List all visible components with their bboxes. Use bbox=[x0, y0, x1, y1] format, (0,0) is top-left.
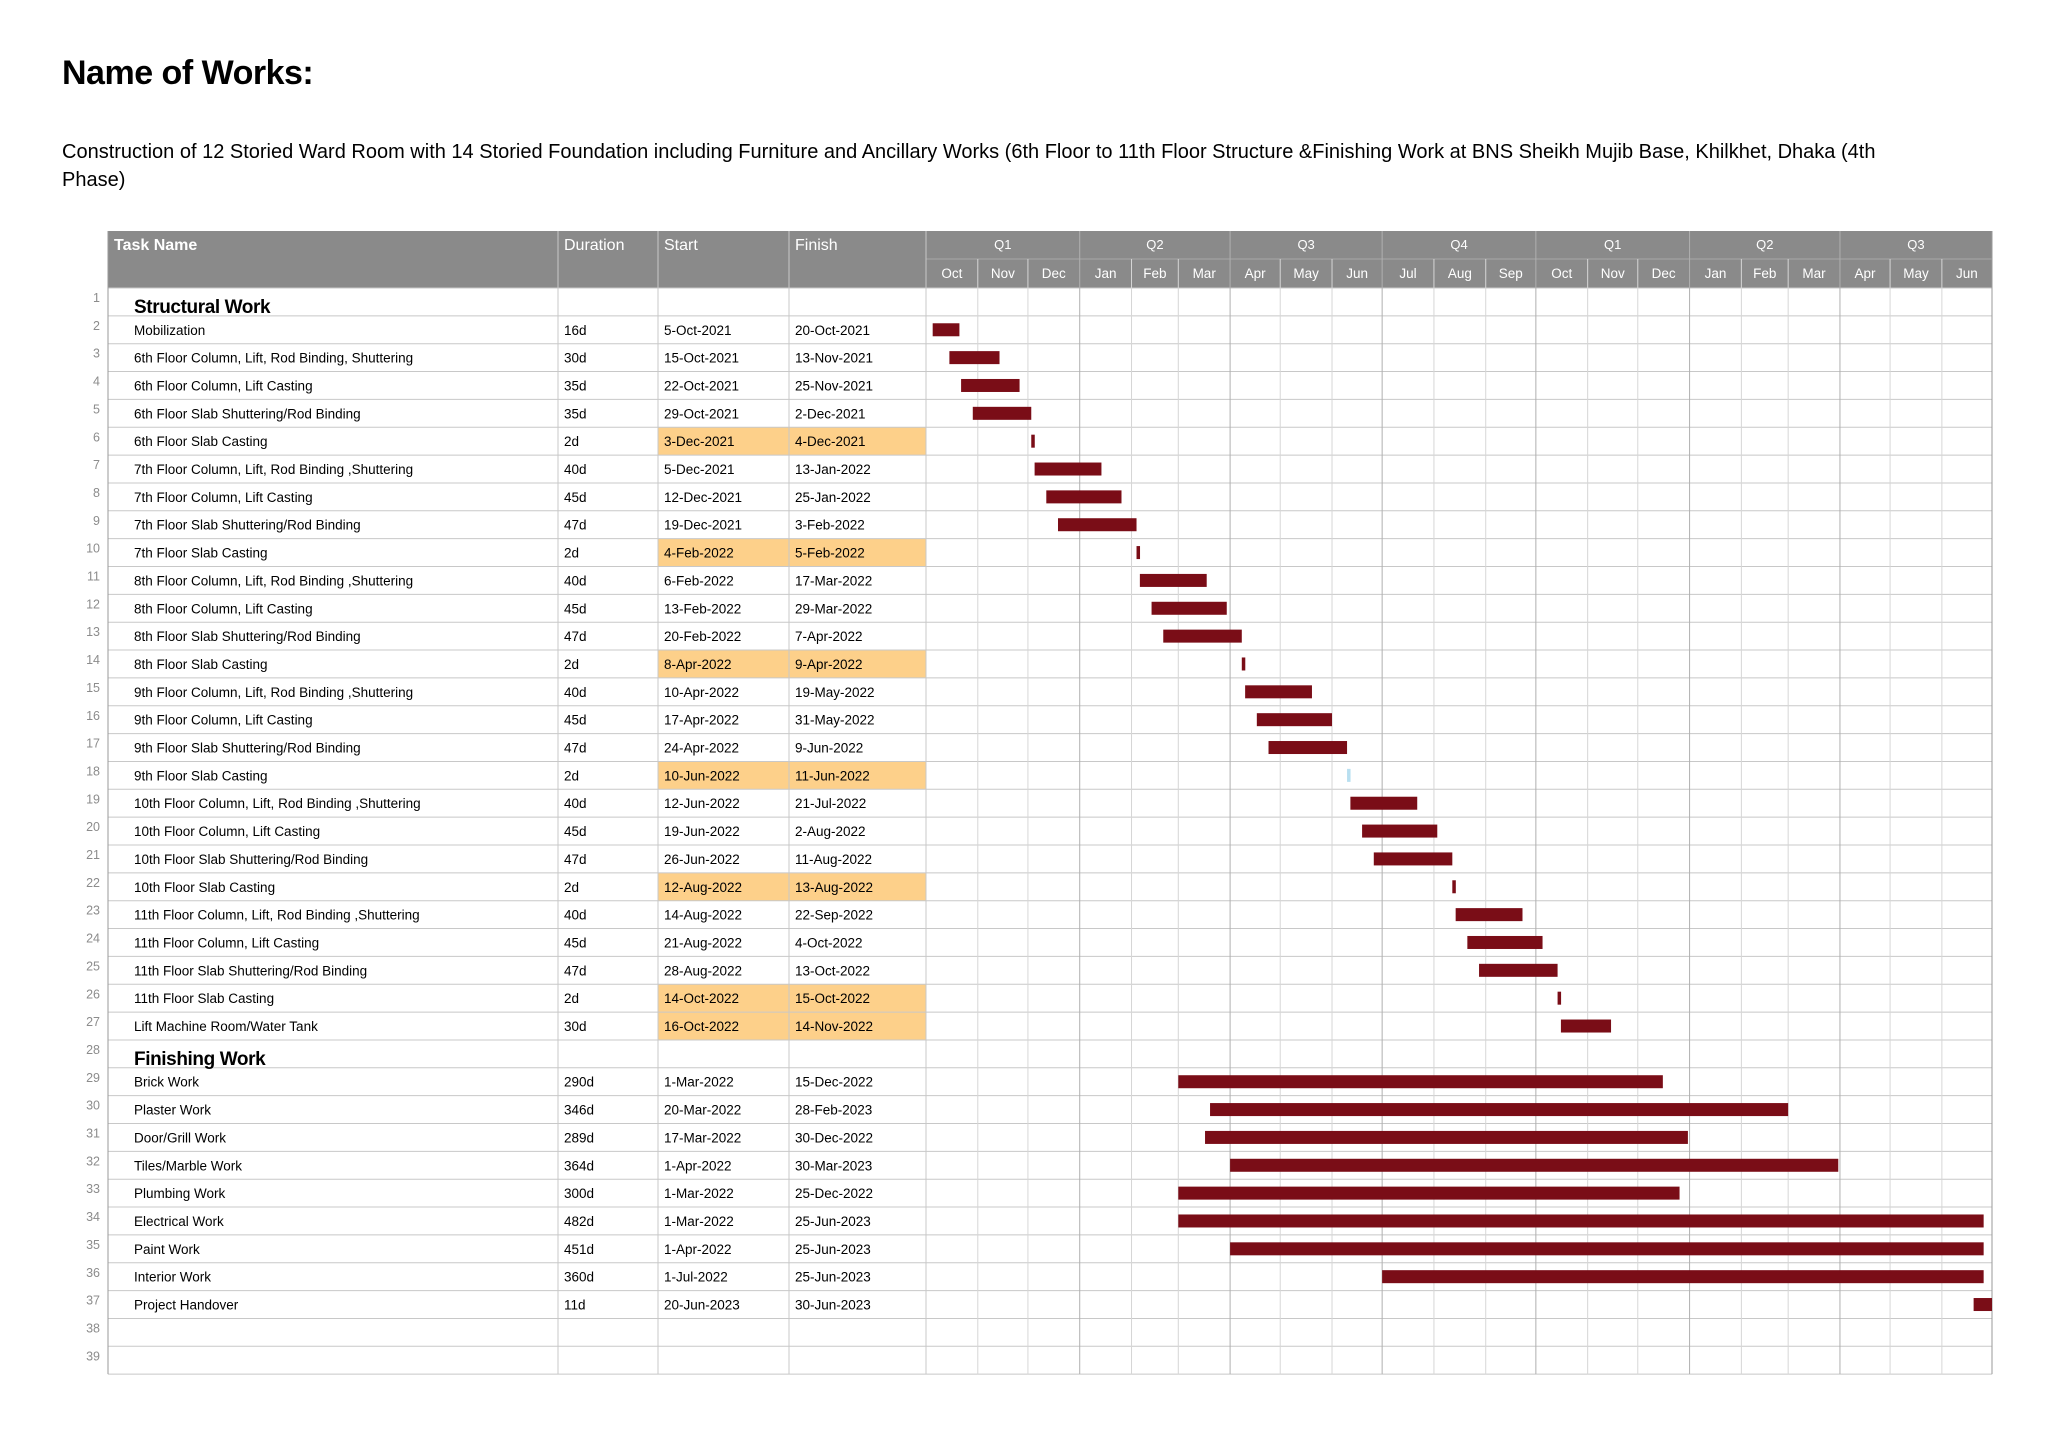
month-label: Dec bbox=[1041, 266, 1066, 281]
month-label: Dec bbox=[1651, 266, 1676, 281]
task-start: 20-Mar-2022 bbox=[664, 1102, 742, 1118]
gantt-bar bbox=[1178, 1187, 1679, 1200]
task-name: Tiles/Marble Work bbox=[134, 1158, 243, 1174]
month-label: Nov bbox=[1600, 266, 1625, 281]
task-finish: 22-Sep-2022 bbox=[795, 907, 874, 923]
task-start: 12-Dec-2021 bbox=[664, 489, 743, 505]
row-number: 7 bbox=[93, 458, 100, 473]
task-finish: 25-Jun-2023 bbox=[795, 1213, 871, 1229]
header-task-name: Task Name bbox=[114, 237, 198, 254]
task-finish: 17-Mar-2022 bbox=[795, 573, 873, 589]
task-name: 9th Floor Slab Shuttering/Rod Binding bbox=[134, 740, 361, 756]
row-number: 2 bbox=[93, 318, 100, 333]
gantt-bar bbox=[961, 379, 1019, 392]
task-duration: 45d bbox=[564, 824, 587, 840]
task-finish: 2-Dec-2021 bbox=[795, 406, 866, 422]
task-finish: 2-Aug-2022 bbox=[795, 824, 866, 840]
month-label: Jan bbox=[1094, 266, 1117, 281]
task-name: Plumbing Work bbox=[134, 1186, 226, 1202]
task-name: 11th Floor Column, Lift Casting bbox=[134, 935, 320, 951]
task-finish: 4-Oct-2022 bbox=[795, 935, 863, 951]
task-duration: 40d bbox=[564, 462, 587, 478]
task-name: 9th Floor Column, Lift Casting bbox=[134, 712, 313, 728]
gantt-bar bbox=[1269, 741, 1348, 754]
row-number: 33 bbox=[86, 1182, 100, 1197]
task-duration: 2d bbox=[564, 879, 580, 895]
month-label: Jul bbox=[1399, 266, 1417, 281]
month-label: Feb bbox=[1143, 266, 1167, 281]
task-name: 10th Floor Slab Casting bbox=[134, 879, 276, 895]
task-start: 12-Jun-2022 bbox=[664, 796, 740, 812]
task-name: 6th Floor Column, Lift, Rod Binding, Shuttering bbox=[134, 350, 414, 366]
task-name: 6th Floor Column, Lift Casting bbox=[134, 378, 313, 394]
row-number: 8 bbox=[93, 485, 100, 500]
row-number: 1 bbox=[93, 291, 100, 305]
task-duration: 364d bbox=[564, 1158, 595, 1174]
task-name: Mobilization bbox=[134, 322, 206, 338]
row-number: 23 bbox=[86, 903, 100, 918]
month-label: Apr bbox=[1244, 266, 1266, 281]
task-start: 1-Apr-2022 bbox=[664, 1158, 732, 1174]
task-name: Plaster Work bbox=[134, 1102, 212, 1118]
row-number: 5 bbox=[93, 402, 100, 417]
task-start: 19-Jun-2022 bbox=[664, 824, 740, 840]
task-duration: 45d bbox=[564, 712, 587, 728]
month-label: Jun bbox=[1956, 266, 1978, 281]
task-duration: 40d bbox=[564, 573, 587, 589]
quarter-label: Q1 bbox=[1604, 237, 1622, 252]
row-number: 25 bbox=[86, 959, 100, 974]
row-number: 37 bbox=[86, 1293, 100, 1308]
task-name: Lift Machine Room/Water Tank bbox=[134, 1019, 318, 1035]
task-start: 1-Mar-2022 bbox=[664, 1186, 734, 1202]
gantt-bar bbox=[1374, 852, 1453, 865]
month-label: Aug bbox=[1447, 266, 1472, 281]
task-name: Electrical Work bbox=[134, 1213, 224, 1229]
task-start: 10-Jun-2022 bbox=[664, 768, 740, 784]
task-finish: 25-Nov-2021 bbox=[795, 378, 874, 394]
gantt-bar bbox=[1058, 518, 1137, 531]
gantt-bar bbox=[1178, 1214, 1983, 1227]
task-duration: 47d bbox=[564, 629, 587, 645]
month-label: Nov bbox=[990, 266, 1015, 281]
gantt-bar bbox=[1561, 1020, 1611, 1033]
task-name: 6th Floor Slab Casting bbox=[134, 434, 268, 450]
row-number: 21 bbox=[86, 848, 100, 862]
task-finish: 15-Oct-2022 bbox=[795, 991, 871, 1007]
gantt-bar bbox=[973, 407, 1031, 420]
task-finish: 28-Feb-2023 bbox=[795, 1102, 873, 1118]
task-finish: 19-May-2022 bbox=[795, 684, 875, 700]
task-duration: 2d bbox=[564, 768, 580, 784]
task-finish: 30-Mar-2023 bbox=[795, 1158, 873, 1174]
task-start: 20-Jun-2023 bbox=[664, 1297, 740, 1313]
quarter-label: Q2 bbox=[1756, 237, 1774, 252]
task-finish: 4-Dec-2021 bbox=[795, 434, 866, 450]
task-duration: 40d bbox=[564, 796, 587, 812]
row-number: 13 bbox=[86, 625, 100, 640]
row-number: 4 bbox=[93, 374, 100, 389]
row-number: 9 bbox=[93, 513, 100, 528]
task-finish: 25-Dec-2022 bbox=[795, 1186, 874, 1202]
task-duration: 289d bbox=[564, 1130, 595, 1146]
gantt-bar bbox=[1347, 769, 1351, 782]
task-finish: 14-Nov-2022 bbox=[795, 1019, 874, 1035]
month-label: Sep bbox=[1498, 266, 1523, 281]
row-number: 10 bbox=[86, 541, 100, 556]
month-label: Apr bbox=[1854, 266, 1876, 281]
task-finish: 3-Feb-2022 bbox=[795, 517, 865, 533]
task-start: 17-Apr-2022 bbox=[664, 712, 740, 728]
month-label: Oct bbox=[941, 266, 963, 281]
month-label: May bbox=[1903, 266, 1929, 281]
gantt-bar bbox=[1467, 936, 1542, 949]
row-number: 29 bbox=[86, 1070, 100, 1085]
task-finish: 9-Apr-2022 bbox=[795, 656, 863, 672]
task-start: 1-Apr-2022 bbox=[664, 1241, 732, 1257]
task-start: 26-Jun-2022 bbox=[664, 851, 740, 867]
task-name: 11th Floor Slab Casting bbox=[134, 991, 275, 1007]
task-start: 19-Dec-2021 bbox=[664, 517, 743, 533]
month-label: Jun bbox=[1346, 266, 1368, 281]
gantt-bar bbox=[949, 351, 999, 364]
task-name: 10th Floor Slab Shuttering/Rod Binding bbox=[134, 851, 369, 867]
gantt-bar bbox=[1362, 825, 1437, 838]
row-number: 20 bbox=[86, 820, 100, 835]
task-finish: 25-Jun-2023 bbox=[795, 1269, 871, 1285]
month-label: Mar bbox=[1192, 266, 1216, 281]
task-duration: 40d bbox=[564, 907, 587, 923]
task-start: 10-Apr-2022 bbox=[664, 684, 740, 700]
row-number: 26 bbox=[86, 987, 100, 1002]
row-number: 15 bbox=[86, 680, 100, 695]
task-finish: 13-Nov-2021 bbox=[795, 350, 874, 366]
task-start: 14-Aug-2022 bbox=[664, 907, 743, 923]
gantt-bar bbox=[1035, 463, 1102, 476]
task-duration: 35d bbox=[564, 406, 587, 422]
section-title: Structural Work bbox=[134, 297, 271, 318]
task-name: 8th Floor Column, Lift, Rod Binding ,Shuttering bbox=[134, 573, 414, 589]
gantt-bar bbox=[1137, 546, 1141, 559]
task-duration: 2d bbox=[564, 434, 580, 450]
task-name: 6th Floor Slab Shuttering/Rod Binding bbox=[134, 406, 361, 422]
task-duration: 482d bbox=[564, 1213, 595, 1229]
row-number: 30 bbox=[86, 1098, 100, 1113]
task-finish: 30-Jun-2023 bbox=[795, 1297, 871, 1313]
month-label: Feb bbox=[1753, 266, 1777, 281]
task-duration: 30d bbox=[564, 350, 587, 366]
gantt-bar bbox=[1178, 1075, 1663, 1088]
task-duration: 2d bbox=[564, 991, 580, 1007]
gantt-bar bbox=[1046, 490, 1121, 503]
task-name: 8th Floor Slab Casting bbox=[134, 656, 268, 672]
task-duration: 451d bbox=[564, 1241, 595, 1257]
row-number: 11 bbox=[87, 569, 100, 584]
task-start: 28-Aug-2022 bbox=[664, 963, 743, 979]
gantt-bar bbox=[1382, 1270, 1984, 1283]
task-start: 12-Aug-2022 bbox=[664, 879, 743, 895]
task-start: 22-Oct-2021 bbox=[664, 378, 740, 394]
task-finish: 31-May-2022 bbox=[795, 712, 875, 728]
task-start: 5-Dec-2021 bbox=[664, 462, 735, 478]
month-label: Oct bbox=[1551, 266, 1573, 281]
task-finish: 29-Mar-2022 bbox=[795, 601, 873, 617]
task-duration: 35d bbox=[564, 378, 587, 394]
gantt-bar bbox=[1350, 797, 1417, 810]
task-start: 29-Oct-2021 bbox=[664, 406, 740, 422]
task-finish: 20-Oct-2021 bbox=[795, 322, 871, 338]
task-duration: 45d bbox=[564, 601, 587, 617]
row-number: 3 bbox=[93, 346, 100, 361]
row-number: 34 bbox=[86, 1210, 100, 1225]
task-duration: 300d bbox=[564, 1186, 595, 1202]
task-duration: 2d bbox=[564, 545, 580, 561]
task-start: 1-Mar-2022 bbox=[664, 1213, 734, 1229]
task-duration: 45d bbox=[564, 489, 587, 505]
quarter-label: Q3 bbox=[1907, 237, 1925, 252]
task-start: 1-Jul-2022 bbox=[664, 1269, 728, 1285]
task-duration: 346d bbox=[564, 1102, 595, 1118]
row-number: 27 bbox=[86, 1015, 100, 1030]
task-duration: 16d bbox=[564, 322, 587, 338]
section-title: Finishing Work bbox=[134, 1048, 266, 1070]
gantt-bar bbox=[1456, 908, 1523, 921]
gantt-bar bbox=[933, 323, 960, 336]
month-label: Mar bbox=[1802, 266, 1826, 281]
quarter-label: Q3 bbox=[1297, 237, 1315, 252]
row-number: 19 bbox=[86, 792, 100, 807]
task-finish: 15-Dec-2022 bbox=[795, 1074, 874, 1090]
task-start: 13-Feb-2022 bbox=[664, 601, 742, 617]
task-duration: 360d bbox=[564, 1269, 595, 1285]
task-name: Interior Work bbox=[134, 1269, 212, 1285]
month-label: Jan bbox=[1704, 266, 1727, 281]
row-number: 24 bbox=[86, 931, 100, 946]
gantt-bar bbox=[1210, 1103, 1788, 1116]
gantt-bar bbox=[1452, 880, 1456, 893]
month-label: May bbox=[1293, 266, 1319, 281]
task-finish: 25-Jan-2022 bbox=[795, 489, 871, 505]
task-name: 11th Floor Slab Shuttering/Rod Binding bbox=[134, 963, 368, 979]
gantt-bar bbox=[1974, 1298, 1992, 1311]
gantt-bar bbox=[1205, 1131, 1688, 1144]
gantt-bar bbox=[1479, 964, 1558, 977]
task-finish: 5-Feb-2022 bbox=[795, 545, 865, 561]
task-duration: 45d bbox=[564, 935, 587, 951]
row-number: 31 bbox=[86, 1126, 100, 1141]
task-name: Paint Work bbox=[134, 1241, 200, 1257]
row-number: 35 bbox=[86, 1237, 100, 1252]
row-number: 22 bbox=[86, 875, 100, 890]
task-name: 11th Floor Column, Lift, Rod Binding ,Shuttering bbox=[134, 907, 420, 923]
task-duration: 290d bbox=[564, 1074, 595, 1090]
task-duration: 2d bbox=[564, 656, 580, 672]
row-number: 6 bbox=[93, 430, 100, 445]
gantt-bar bbox=[1031, 435, 1035, 448]
gantt-bar bbox=[1558, 992, 1562, 1005]
row-number: 36 bbox=[86, 1265, 100, 1280]
task-name: 9th Floor Slab Casting bbox=[134, 768, 268, 784]
task-finish: 21-Jul-2022 bbox=[795, 796, 867, 812]
task-duration: 11d bbox=[564, 1297, 586, 1313]
row-number: 28 bbox=[86, 1042, 100, 1057]
task-duration: 47d bbox=[564, 851, 587, 867]
task-start: 8-Apr-2022 bbox=[664, 656, 732, 672]
task-name: 8th Floor Column, Lift Casting bbox=[134, 601, 313, 617]
task-duration: 47d bbox=[564, 517, 587, 533]
task-name: Door/Grill Work bbox=[134, 1130, 227, 1146]
task-name: 7th Floor Slab Shuttering/Rod Binding bbox=[134, 517, 361, 533]
page-heading: Name of Works: bbox=[62, 54, 314, 92]
task-start: 24-Apr-2022 bbox=[664, 740, 740, 756]
task-finish: 7-Apr-2022 bbox=[795, 629, 863, 645]
quarter-label: Q1 bbox=[994, 237, 1012, 252]
header-finish: Finish bbox=[795, 237, 838, 254]
gantt-bar bbox=[1242, 657, 1246, 670]
header-duration: Duration bbox=[564, 237, 625, 254]
task-finish: 11-Jun-2022 bbox=[795, 768, 870, 784]
task-name: 10th Floor Column, Lift Casting bbox=[134, 824, 321, 840]
gantt-bar bbox=[1257, 713, 1332, 726]
row-number: 16 bbox=[86, 708, 100, 723]
task-duration: 47d bbox=[564, 740, 587, 756]
task-name: Brick Work bbox=[134, 1074, 200, 1090]
task-name: 9th Floor Column, Lift, Rod Binding ,Shuttering bbox=[134, 684, 414, 700]
row-number: 12 bbox=[86, 597, 100, 612]
row-number: 38 bbox=[86, 1321, 100, 1336]
task-start: 16-Oct-2022 bbox=[664, 1019, 740, 1035]
task-start: 5-Oct-2021 bbox=[664, 322, 732, 338]
task-finish: 25-Jun-2023 bbox=[795, 1241, 871, 1257]
task-finish: 13-Oct-2022 bbox=[795, 963, 871, 979]
header-start: Start bbox=[664, 237, 698, 254]
gantt-bar bbox=[1140, 574, 1207, 587]
task-start: 20-Feb-2022 bbox=[664, 629, 742, 645]
task-duration: 30d bbox=[564, 1019, 587, 1035]
task-start: 15-Oct-2021 bbox=[664, 350, 740, 366]
quarter-label: Q4 bbox=[1450, 237, 1468, 252]
task-duration: 47d bbox=[564, 963, 587, 979]
task-start: 4-Feb-2022 bbox=[664, 545, 734, 561]
row-number: 14 bbox=[86, 653, 100, 668]
task-name: 7th Floor Column, Lift, Rod Binding ,Shuttering bbox=[134, 462, 414, 478]
gantt-bar bbox=[1230, 1242, 1984, 1255]
row-number: 18 bbox=[86, 764, 100, 779]
task-start: 14-Oct-2022 bbox=[664, 991, 740, 1007]
task-start: 17-Mar-2022 bbox=[664, 1130, 742, 1146]
quarter-label: Q2 bbox=[1146, 237, 1164, 252]
task-name: 10th Floor Column, Lift, Rod Binding ,Shuttering bbox=[134, 796, 421, 812]
gantt-bar bbox=[1245, 685, 1312, 698]
gantt-bar bbox=[1230, 1159, 1838, 1172]
task-start: 21-Aug-2022 bbox=[664, 935, 743, 951]
task-finish: 30-Dec-2022 bbox=[795, 1130, 874, 1146]
project-description: Construction of 12 Storied Ward Room with 14 Storied Foundation including Furniture and Ancillary Works (6th Floor to 11th Floor Structure &Finishing Work at BNS Sheikh Mujib Base, Khilkhet, Dhaka (4th Phase) bbox=[62, 141, 1876, 191]
task-name: Project Handover bbox=[134, 1297, 239, 1313]
row-number: 17 bbox=[86, 736, 100, 751]
task-start: 3-Dec-2021 bbox=[664, 434, 735, 450]
task-start: 1-Mar-2022 bbox=[664, 1074, 734, 1090]
task-start: 6-Feb-2022 bbox=[664, 573, 734, 589]
row-number: 32 bbox=[86, 1154, 100, 1169]
task-finish: 11-Aug-2022 bbox=[795, 851, 873, 867]
gantt-bar bbox=[1163, 630, 1242, 643]
task-finish: 13-Aug-2022 bbox=[795, 879, 874, 895]
row-number: 39 bbox=[86, 1349, 100, 1364]
task-finish: 13-Jan-2022 bbox=[795, 462, 871, 478]
task-finish: 9-Jun-2022 bbox=[795, 740, 864, 756]
gantt-bar bbox=[1152, 602, 1227, 615]
task-duration: 40d bbox=[564, 684, 587, 700]
task-name: 8th Floor Slab Shuttering/Rod Binding bbox=[134, 629, 361, 645]
task-name: 7th Floor Slab Casting bbox=[134, 545, 268, 561]
task-name: 7th Floor Column, Lift Casting bbox=[134, 489, 313, 505]
